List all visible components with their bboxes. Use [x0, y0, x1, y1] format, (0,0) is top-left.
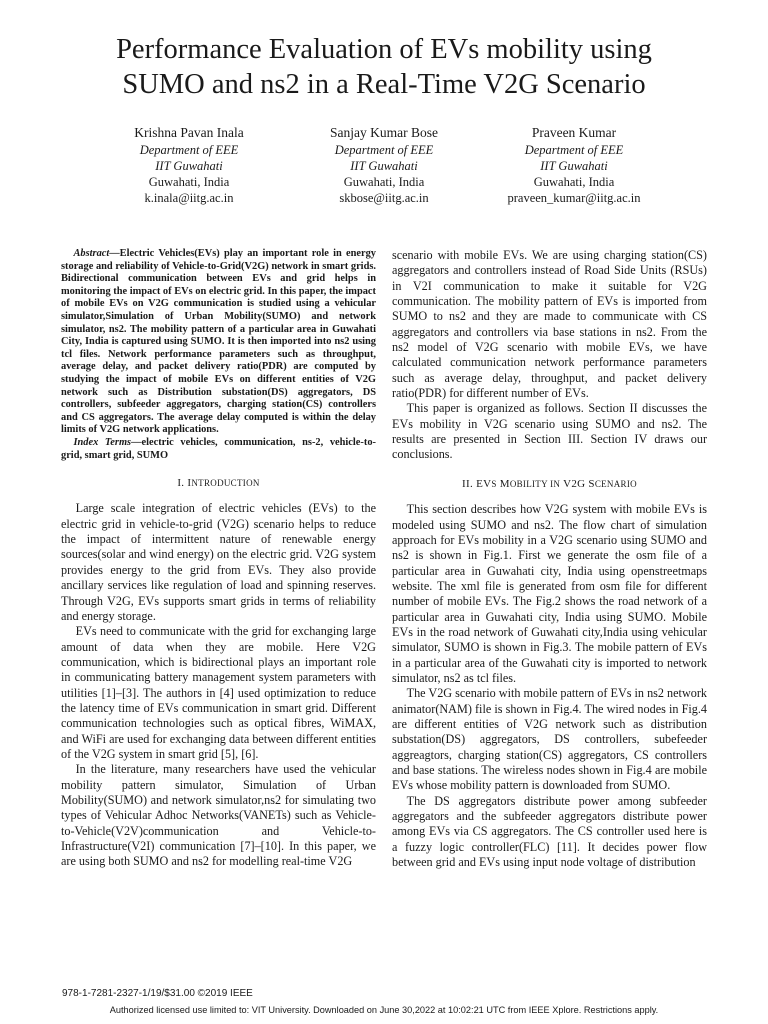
- left-column: [61, 248, 376, 870]
- abstract: [61, 248, 376, 462]
- paper-title: [30, 32, 738, 102]
- isbn-footer: 978-1-7281-2327-1/19/$31.00 ©2019 IEEE: [62, 988, 253, 999]
- author-city: Guwahati, India: [148, 175, 230, 189]
- author-name: Krishna Pavan Inala: [134, 125, 244, 140]
- organization-paragraph: This paper is organized as follows. Section II discusses the EVs mobility in V2G scenario using SUMO and ns2. The results are presented in Section III. Section IV draws our conclusions.: [392, 401, 707, 462]
- right-column: [392, 248, 707, 870]
- title-line-2: SUMO and ns2 in a Real-Time V2G Scenario: [122, 69, 646, 100]
- author-inst: IIT Guwahati: [155, 159, 223, 173]
- author-name: Sanjay Kumar Bose: [330, 125, 438, 140]
- section2-paragraph-1: This section describes how V2G system with mobile EVs is modeled using SUMO and ns2. The flow chart of simulation approach for EVs mobility in a V2G scenario using SUMO and ns2 is shown in Fig.1. First we generate the osm file of a particular area in Guwahati city, India using openstreetmaps website. The xml file is generated from osm file for different number of mobile EVs. The Fig.2 shows the road network of a particular area in Guwahati city, India using SUMO. Mobile EVs in the road network of Guwahati city,India using vehicular simulator, SUMO is shown in Fig.3. The mobile pattern of EVs in a particular area of the Guwahati city is imported to network simulator, ns2 as tcl files.: [392, 502, 707, 685]
- author-email: praveen_kumar@iitg.ac.in: [507, 191, 641, 205]
- author-3: [474, 124, 674, 206]
- section-heading-2: II. EVS MOBILITY IN V2G SCENARIO: [462, 477, 637, 490]
- license-footer: Authorized licensed use limited to: VIT University. Downloaded on June 30,2022 at 10:02:21 UTC from IEEE Xplore. Restrictions apply.: [109, 1005, 659, 1015]
- index-terms-text: —electric vehicles, communication, ns-2, vehicle-to-grid, smart grid, SUMO: [61, 436, 376, 461]
- author-email: k.inala@iitg.ac.in: [144, 191, 234, 205]
- intro-paragraph-3: In the literature, many researchers have used the vehicular mobility pattern simulator, Simulation of Urban Mobility(SUMO) and network simulator,ns2 for simulating two types of Vehicular Adhoc Networks(VANETs) such as Vehicle-to-Vehicle(V2V)communication and Vehicle-to-Infrastructure(V2I) communication [7]–[10]. In this paper, we are using both SUMO and ns2 for modelling real-time V2G: [61, 762, 376, 869]
- author-dept: Department of EEE: [139, 143, 239, 157]
- intro-paragraph-2: EVs need to communicate with the grid for exchanging large amount of data when they are mobile. Here V2G communication, which is bidirectional plays an important role in communicating battery management system parameters with utilities [1]–[3]. The authors in [4] used optimization to reduce the latency time of EVs communication in smart grid. Different communication technologies such as optical fibres, WiMAX, and WiFi are used for exchanging data between different entities of the V2G system in smart grid [5], [6].: [61, 624, 376, 761]
- abstract-text: —Electric Vehicles(EVs) play an important role in energy storage and reliability of Vehicle-to-Grid(V2G) network in smart grids. Bidirectional communication between EVs and grid helps in monitoring the impact of EVs on electric grid. In this paper, the impact of mobile EVs on V2G communication is studied using a vehicular simulator,Simulation of Urban Mobility(SUMO) and network simulator, ns2. The mobility pattern of a particular area in Guwahati City, India is captured using SUMO. It is then imported into ns2 using tcl files. Network performance parameters such as throughput, average delay, and packet delivery ratio(PDR) are computed by studying the impact of mobile EVs on different entities of V2G network such as Distribution substation(DS) aggregators, DS controllers, subfeeder aggregators, charging station(CS) controllers and CS aggregators. The average delay computed is within the delay limits of V2G network applications.: [61, 248, 376, 436]
- author-name: Praveen Kumar: [531, 125, 617, 140]
- author-inst: IIT Guwahati: [350, 159, 418, 173]
- author-email: skbose@iitg.ac.in: [339, 191, 429, 205]
- author-2: [299, 124, 469, 206]
- abstract-label: Abstract: [73, 248, 110, 259]
- title-line-1: Performance Evaluation of EVs mobility using: [116, 34, 652, 65]
- author-city: Guwahati, India: [343, 175, 425, 189]
- author-city: Guwahati, India: [533, 175, 615, 189]
- intro-paragraph-continued: scenario with mobile EVs. We are using charging station(CS) aggregators and controllers instead of Road Side Units (RSUs) in V2I communication to make it suitable for V2G communication. The mobility pattern of EVs is imported from SUMO to ns2 and they are made to communicate with CS aggregators and controllers via base stations in ns2. From the ns2 model of V2G scenario with mobile EVs, we have calculated communication network performance parameters such as average delay, throughput, and packet delivery ratio(PDR) for different number of EVs.: [392, 248, 707, 401]
- intro-paragraph-1: Large scale integration of electric vehicles (EVs) to the electric grid in vehicle-to-grid (V2G) scenario helps to reduce the impact of intermittent nature of renewable energy sources(solar and wind energy) on the electric grid. V2G system provides energy to the grid from EVs. They also provide ancillary services like regulation of load and spinning reserves. Through V2G, EVs supports smart grids in terms of reliability and energy storage.: [61, 501, 376, 623]
- section2-paragraph-2: The V2G scenario with mobile pattern of EVs in ns2 network animator(NAM) file is shown in Fig.4. The wired nodes in Fig.4 are different entities of V2G network such as distribution substation(DS) aggregators, DS controllers, subefeeder aggreagtors, charging station(CS) aggregators, CS controllers and base stations. The wireless nodes shown in Fig.4 are mobile EVs whose mobility pattern is downloaded from SUMO.: [392, 686, 707, 793]
- section2-paragraph-3: The DS aggregators distribute power among subfeeder aggregators and the subfeeder aggregators distribute power among EVs via CS aggregators. The CS controller used here is a fuzzy logic controller(FLC) [11]. It decides power flow between grid and EVs using input node voltage of distribution: [392, 793, 707, 870]
- index-terms-label: Index Terms: [73, 436, 132, 448]
- section-heading-introduction: I. INTRODUCTION: [177, 477, 260, 490]
- author-dept: Department of EEE: [334, 143, 434, 157]
- author-inst: IIT Guwahati: [540, 159, 608, 173]
- author-1: [104, 124, 274, 206]
- author-dept: Department of EEE: [524, 143, 624, 157]
